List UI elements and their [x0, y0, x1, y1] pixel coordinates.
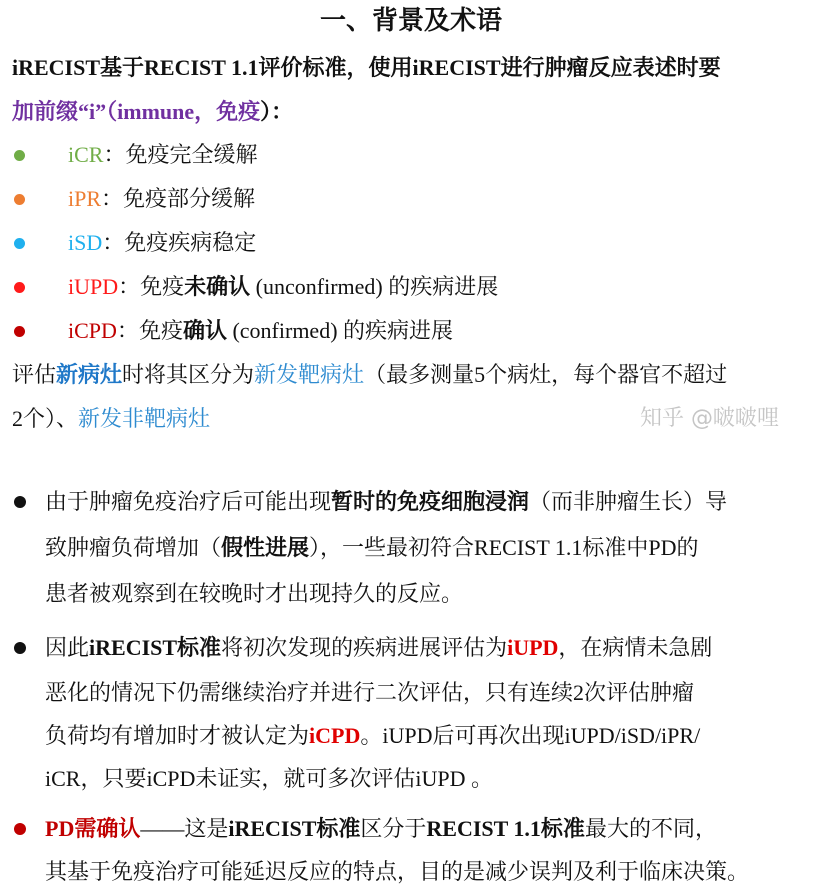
term-ipr: [68, 184, 255, 214]
term-post: (unconfirmed) 的疾病进展: [250, 274, 499, 299]
term-desc: 免疫疾病稳定: [124, 230, 257, 255]
term-icpd: [68, 316, 453, 346]
text: 2个）、: [12, 406, 79, 431]
text: 将初次发现的疾病进展评估为: [221, 635, 508, 660]
text: ），一些最初符合RECIST 1.1标准中PD的: [309, 535, 699, 560]
blue-dot-icon: [14, 238, 25, 249]
term-iupd: [68, 272, 498, 302]
bullet-3-line-2: 其基于免疫治疗可能延迟反应的特点，目的是减少误判及利于临床决策。: [45, 859, 750, 884]
term-sep: ：: [103, 142, 126, 167]
intro-line: iRECIST基于RECIST 1.1评价标准，使用iRECIST进行肿瘤反应表述时要: [12, 55, 721, 80]
prefix-line: [12, 97, 293, 127]
bullet-2-line-4: iCR，只要iCPD未证实，就可多次评估iUPD 。: [45, 766, 493, 791]
text: 因此: [45, 635, 90, 660]
text: ——这是: [140, 816, 229, 841]
term-pre: 免疫: [140, 274, 185, 299]
bullet-2-line-2: 恶化的情况下仍需继续治疗并进行二次评估，只有连续2次评估肿瘤: [45, 680, 695, 705]
bullet-1-line-3: 患者被观察到在较晚时才出现持久的反应。: [45, 581, 464, 606]
term-bold: 确认: [182, 318, 227, 343]
text: 时将其区分为: [122, 362, 255, 387]
term-desc: 免疫部分缓解: [123, 186, 256, 211]
icpd-highlight: iCPD: [309, 723, 361, 748]
term-code: iPR: [68, 186, 102, 211]
term-icr: [68, 140, 258, 170]
text: 评估: [12, 362, 57, 387]
text: 。iUPD后可再次出现iUPD/iSD/iPR/: [360, 723, 701, 748]
bullet-1-line-1: [45, 487, 727, 517]
term-code: iCR: [68, 142, 104, 167]
term-bold: 未确认: [184, 274, 251, 299]
new-lesion-term: 新病灶: [56, 362, 123, 387]
green-dot-icon: [14, 150, 25, 161]
text: （最多测量5个病灶，每个器官不超过: [364, 362, 728, 387]
term-isd: [68, 228, 256, 258]
term-sep: ：: [101, 186, 124, 211]
pd-confirm-label: PD需确认: [45, 816, 141, 841]
bold-text: 假性进展: [221, 535, 310, 560]
prefix-immune: immune，免疫: [117, 99, 261, 124]
term-code: iCPD: [68, 318, 117, 343]
bullet-2-line-3: [45, 721, 700, 751]
term-post: (confirmed) 的疾病进展: [226, 318, 454, 343]
term-sep: ：: [102, 230, 125, 255]
text: 由于肿瘤免疫治疗后可能出现: [45, 489, 332, 514]
watermark: 知乎 @啵啵哩: [640, 406, 779, 431]
term-code: iUPD: [68, 274, 119, 299]
page-title: 一、背景及术语: [319, 6, 502, 35]
bold-text: iRECIST标准: [89, 635, 222, 660]
text: 最大的不同，: [584, 816, 717, 841]
text: （而非肿瘤生长）导: [529, 489, 728, 514]
text: 区分于: [360, 816, 427, 841]
term-sep: ：: [118, 274, 141, 299]
text: ，在病情未急剧: [558, 635, 713, 660]
text: 负荷均有增加时才被认定为: [45, 723, 310, 748]
bullet-3-line-1: [45, 814, 717, 844]
term-desc: 免疫完全缓解: [125, 142, 258, 167]
bullet-icon: [14, 642, 26, 654]
iupd-highlight: iUPD: [507, 635, 559, 660]
term-pre: 免疫: [138, 318, 183, 343]
red-bullet-icon: [14, 823, 26, 835]
orange-dot-icon: [14, 194, 25, 205]
term-sep: ：: [116, 318, 139, 343]
dark-red-dot-icon: [14, 326, 25, 337]
prefix-text: 加前缀“i”（: [12, 99, 118, 124]
new-lesion-line-2: [12, 404, 210, 434]
prefix-close: ）：: [260, 99, 294, 124]
new-nontarget-lesion: 新发非靶病灶: [78, 406, 211, 431]
bold-text: iRECIST标准: [228, 816, 361, 841]
bullet-2-line-1: [45, 633, 712, 663]
bold-text: RECIST 1.1标准: [426, 816, 585, 841]
term-code: iSD: [68, 230, 103, 255]
bullet-1-line-2: [45, 533, 699, 563]
bullet-icon: [14, 496, 26, 508]
new-lesion-line-1: [12, 360, 727, 390]
text: 致肿瘤负荷增加（: [45, 535, 222, 560]
red-dot-icon: [14, 282, 25, 293]
bold-text: 暂时的免疫细胞浸润: [331, 489, 530, 514]
new-target-lesion: 新发靶病灶: [254, 362, 365, 387]
